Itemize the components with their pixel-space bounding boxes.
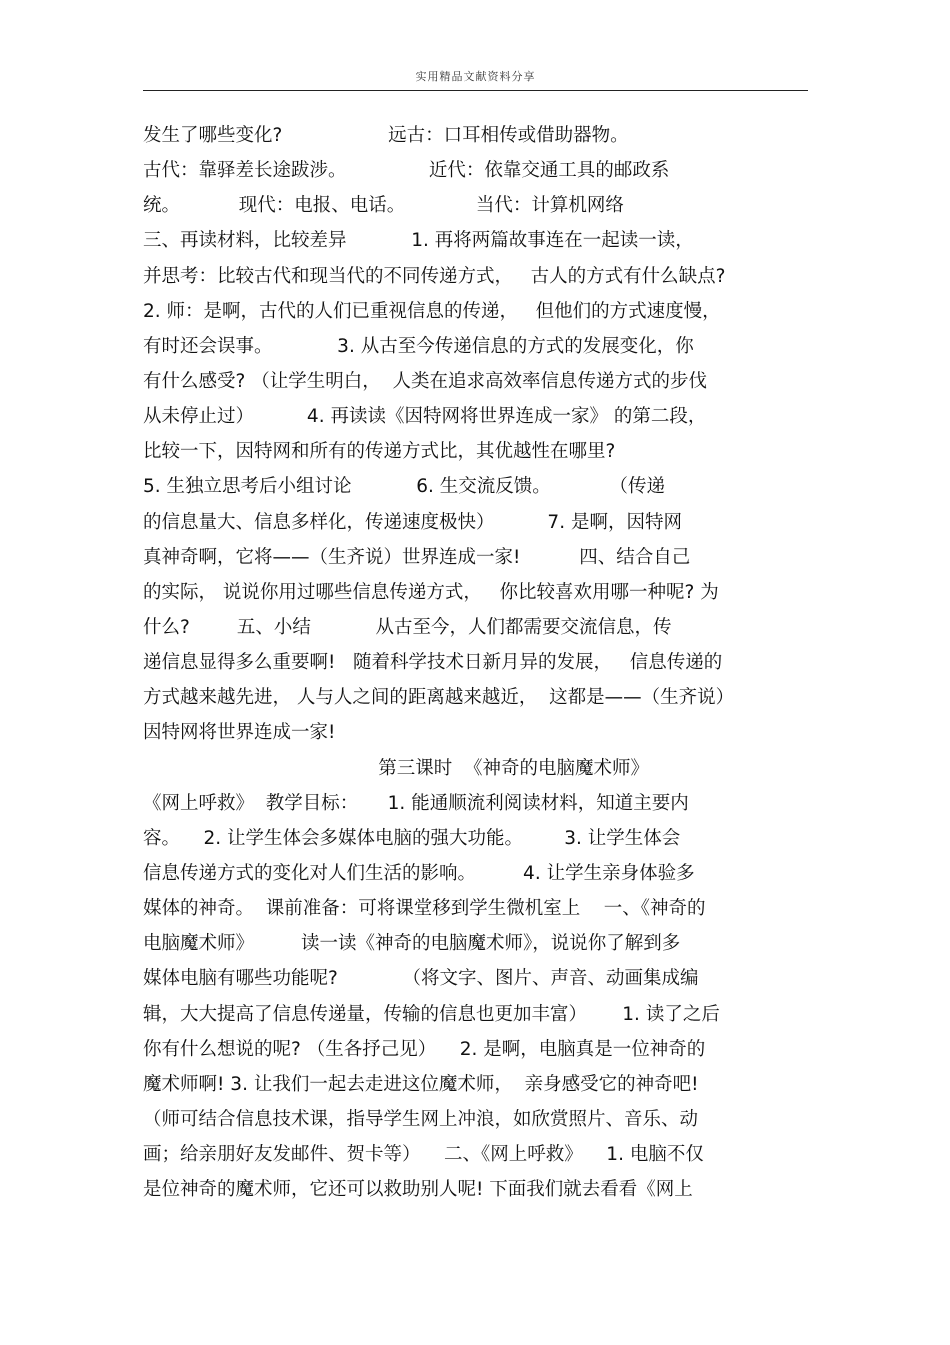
text-line: 媒体电脑有哪些功能呢? （将文字、图片、声音、动画集成编 [143, 968, 699, 990]
section-heading-line: 第三课时 《神奇的电脑魔术师》 [143, 757, 649, 779]
text-line: 你有什么想说的呢? （生各抒己见） 2. 是啊，电脑真是一位神奇的 [143, 1038, 706, 1060]
text-line: 5. 生独立思考后小组讨论 6. 生交流反馈。 （传递 [143, 476, 666, 498]
text-line: 古代：靠驿差长途跋涉。 近代：依靠交通工具的邮政系 [143, 160, 670, 182]
text-line: 的实际， 说说你用过哪些信息传递方式， 你比较喜欢用哪一种呢? 为 [143, 581, 719, 603]
text-line: 真神奇啊，它将——（生齐说）世界连成一家! 四、结合自己 [143, 546, 691, 568]
text-line: 画；给亲朋好友发邮件、贺卡等） 二、《网上呼救》 1. 电脑不仅 [143, 1144, 704, 1166]
text-line: 有什么感受? （让学生明白， 人类在追求高效率信息传递方式的步伐 [143, 370, 707, 392]
text-line: 《网上呼救》 教学目标： 1. 能通顺流利阅读材料，知道主要内 [143, 792, 689, 814]
text-line: 因特网将世界连成一家! [143, 722, 336, 744]
text-line: 并思考：比较古代和现当代的不同传递方式， 古人的方式有什么缺点? [143, 265, 726, 287]
text-line: 2. 师：是啊，古代的人们已重视信息的传递， 但他们的方式速度慢， [143, 300, 721, 322]
text-line: 发生了哪些变化? 远古：口耳相传或借助器物。 [143, 125, 629, 146]
text-line: 信息传递方式的变化对人们生活的影响。 4. 让学生亲身体验多 [143, 862, 695, 884]
text-line: 三、再读材料，比较差异 1. 再将两篇故事连在一起读一读， [143, 230, 694, 252]
text-line: 容。 2. 让学生体会多媒体电脑的强大功能。 3. 让学生体会 [143, 827, 681, 849]
document-body [143, 118, 808, 1207]
text-line: 魔术师啊! 3. 让我们一起去走进这位魔术师， 亲身感受它的神奇吧! [143, 1073, 699, 1095]
text-line: （师可结合信息技术课，指导学生网上冲浪，如欣赏照片、音乐、动 [143, 1108, 699, 1130]
text-line: 什么? 五、小结 从古至今，人们都需要交流信息，传 [143, 616, 672, 638]
text-line: 是位神奇的魔术师，它还可以救助别人呢! 下面我们就去看看《网上 [143, 1179, 693, 1201]
text-line: 方式越来越先进， 人与人之间的距离越来越近， 这都是——（生齐说） [143, 687, 735, 709]
text-line: 从未停止过） 4. 再读读《因特网将世界连成一家》 的第二段， [143, 406, 707, 428]
text-line: 递信息显得多么重要啊! 随着科学技术日新月异的发展， 信息传递的 [143, 652, 723, 674]
text-line: 的信息量大、信息多样化，传递速度极快） 7. 是啊，因特网 [143, 511, 682, 533]
text-line: 比较一下，因特网和所有的传递方式比，其优越性在哪里? [143, 441, 616, 463]
header-divider [143, 90, 808, 91]
text-line: 有时还会误事。 3. 从古至今传递信息的方式的发展变化，你 [143, 335, 694, 357]
text-line: 电脑魔术师》 读一读《神奇的电脑魔术师》，说说你了解到多 [143, 933, 681, 955]
text-line: 统。 现代：电报、电话。 当代：计算机网络 [143, 195, 624, 217]
text-line: 媒体的神奇。 课前准备：可将课堂移到学生微机室上 一、《神奇的 [143, 898, 706, 920]
page-header: 实用精品文献资料分享 [415, 70, 536, 83]
text-line: 辑，大大提高了信息传递量，传输的信息也更加丰富） 1. 读了之后 [143, 1003, 720, 1025]
